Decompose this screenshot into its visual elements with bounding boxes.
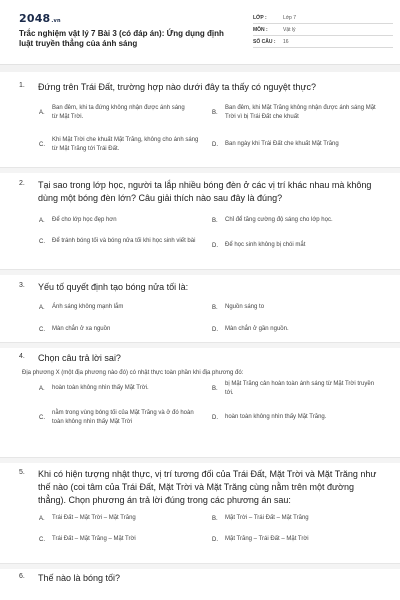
worksheet-header xyxy=(0,0,400,64)
question-number: 4. xyxy=(19,353,25,360)
option-letter: D. xyxy=(212,536,218,543)
header-divider xyxy=(0,64,400,72)
option-letter: D. xyxy=(212,414,218,421)
meta-value: 16 xyxy=(283,38,289,45)
option-text: Trái Đất – Mặt Trăng – Mặt Trời xyxy=(52,536,136,542)
logo-suffix: .vn xyxy=(51,18,61,24)
option-text: nằm trong vùng bóng tối của Mặt Trăng và ở đó hoàn toàn không nhìn thấy Mặt Trời xyxy=(52,410,194,425)
option-text: Để cho lớp học đẹp hơn xyxy=(52,217,117,223)
question-number: 2. xyxy=(19,180,25,187)
option-text: Để tránh bóng tối và bóng nửa tối khi học sinh viết bài xyxy=(52,238,196,244)
page-title: Trắc nghiệm vật lý 7 Bài 3 (có đáp án): Ứng dụng định luật truyền thẳng của ánh sáng xyxy=(19,29,224,48)
question-number: 3. xyxy=(19,282,25,289)
meta-value: Vật lý xyxy=(283,26,296,33)
question-divider xyxy=(0,563,400,569)
question-divider xyxy=(0,167,400,173)
option-letter: B. xyxy=(212,217,218,224)
option-text: Ban đêm, khi ta đứng không nhận được ánh sáng từ Mặt Trời. xyxy=(52,105,185,120)
option-c[interactable] xyxy=(39,325,204,334)
option-letter: A. xyxy=(39,385,45,392)
question-1 xyxy=(0,81,400,159)
option-b[interactable] xyxy=(212,104,392,122)
option-text: Chỉ để tăng cường độ sáng cho lớp học. xyxy=(225,217,333,223)
option-text: hoàn toàn không nhìn thấy Mặt Trăng. xyxy=(225,414,327,420)
option-letter: C. xyxy=(39,238,45,245)
option-text: Khi Mặt Trời che khuất Mặt Trăng, không cho ánh sáng từ Mặt Trăng tới Trái Đất. xyxy=(52,137,199,152)
option-text: Màn chắn ở xa nguồn xyxy=(52,326,111,332)
option-d[interactable] xyxy=(212,325,392,334)
option-d[interactable] xyxy=(212,535,392,544)
option-letter: D. xyxy=(212,326,218,333)
option-text: Trái Đất – Mặt Trời – Mặt Trăng xyxy=(52,515,136,521)
option-a[interactable] xyxy=(39,514,204,523)
question-text: Đứng trên Trái Đất, trường hợp nào dưới đây ta thấy có nguyệt thực? xyxy=(38,82,316,92)
option-letter: A. xyxy=(39,304,45,311)
question-text: Khi có hiện tượng nhật thực, vị trí tương đối của Trái Đất, Mặt Trời và Mặt Trăng như thế nào (coi tâm của Trái Đất, Mặt Trời và Mặt Trăng cùng nằm trên một đường thẳng). Chọn phương án trả lời đúng trong các phương án sau: xyxy=(38,469,377,505)
meta-label: MÔN : xyxy=(253,26,268,33)
option-text: Ánh sáng không mạnh lắm xyxy=(52,304,124,310)
question-4 xyxy=(0,352,400,438)
option-c[interactable] xyxy=(39,237,204,246)
option-a[interactable] xyxy=(39,303,204,312)
option-letter: B. xyxy=(212,386,218,392)
option-d[interactable] xyxy=(212,241,392,250)
meta-row-grade xyxy=(253,12,393,24)
option-text: Màn chắn ở gần nguồn. xyxy=(225,326,289,332)
option-text: Mặt Trời – Trái Đất – Mặt Trăng xyxy=(225,515,309,521)
option-c[interactable] xyxy=(39,535,204,544)
question-text: Thế nào là bóng tối? xyxy=(38,573,121,583)
option-letter: D. xyxy=(212,141,218,148)
option-letter: B. xyxy=(212,304,218,311)
question-5 xyxy=(0,468,400,553)
option-a[interactable] xyxy=(39,384,204,393)
option-letter: B. xyxy=(212,110,218,116)
question-3 xyxy=(0,281,400,344)
option-letter: A. xyxy=(39,217,45,224)
option-letter: A. xyxy=(39,110,45,116)
question-text: Chọn câu trả lời sai? xyxy=(38,353,121,363)
option-text: Ban ngày khi Trái Đất che khuất Mặt Trăng xyxy=(225,141,339,147)
question-divider xyxy=(0,457,400,463)
option-letter: C. xyxy=(39,415,45,421)
logo-main: 2048 xyxy=(19,12,51,25)
option-c[interactable] xyxy=(39,409,204,427)
option-b[interactable] xyxy=(212,380,392,398)
question-number: 6. xyxy=(19,573,25,580)
option-letter: A. xyxy=(39,515,45,522)
meta-row-count xyxy=(253,36,393,48)
option-a[interactable] xyxy=(39,104,199,122)
option-d[interactable] xyxy=(212,140,392,149)
meta-row-subject xyxy=(253,24,393,36)
option-d[interactable] xyxy=(212,413,392,422)
option-letter: C. xyxy=(39,326,45,333)
question-divider xyxy=(0,269,400,275)
option-letter: B. xyxy=(212,515,218,522)
question-divider xyxy=(0,342,400,348)
question-number: 1. xyxy=(19,82,25,89)
option-text: Ban đêm, khi Mặt Trăng không nhận được ánh sáng Mặt Trời vì bị Trái Đất che khuất xyxy=(225,105,376,120)
meta-value: Lớp 7 xyxy=(283,14,297,21)
question-6 xyxy=(0,572,400,585)
option-letter: C. xyxy=(39,142,45,148)
option-text: Để học sinh không bị chói mắt xyxy=(225,242,306,248)
option-b[interactable] xyxy=(212,216,392,225)
worksheet-meta xyxy=(253,12,393,48)
option-text: Nguồn sáng to xyxy=(225,304,265,310)
option-text: bị Mặt Trăng cản hoàn toàn ánh sáng từ Mặt Trời truyền tới. xyxy=(225,381,375,396)
question-text: Yếu tố quyết định tạo bóng nửa tối là: xyxy=(38,282,189,292)
question-text: Tại sao trong lớp học, người ta lắp nhiều bóng đèn ở các vị trí khác nhau mà không dùng một bóng đèn lớn? Câu giải thích nào sau đây là đúng? xyxy=(38,180,372,203)
option-text: Mặt Trăng – Trái Đất – Mặt Trời xyxy=(225,536,309,542)
option-c[interactable] xyxy=(39,136,204,154)
question-number: 5. xyxy=(19,469,25,476)
option-letter: D. xyxy=(212,242,218,249)
option-letter: C. xyxy=(39,536,45,543)
option-b[interactable] xyxy=(212,514,392,523)
meta-label: LỚP : xyxy=(253,14,267,21)
question-subtext: Địa phương X (một địa phương nào đó) có nhật thực toàn phần khi địa phương đó: xyxy=(22,370,244,376)
option-a[interactable] xyxy=(39,216,204,225)
option-b[interactable] xyxy=(212,303,392,312)
meta-label: SỐ CÂU : xyxy=(253,38,276,45)
question-2 xyxy=(0,179,400,265)
option-text: hoàn toàn không nhìn thấy Mặt Trời. xyxy=(52,385,149,391)
